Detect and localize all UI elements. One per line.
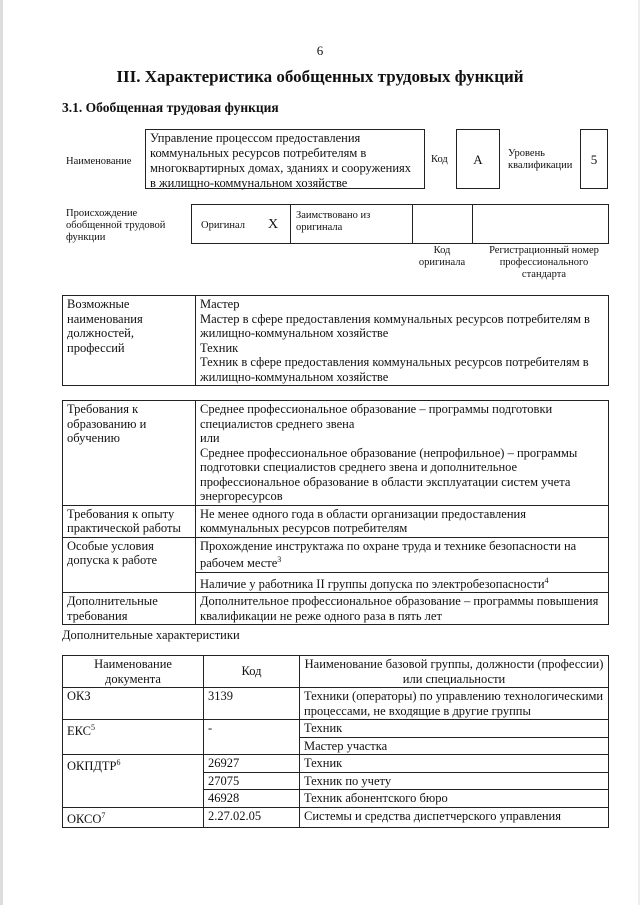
name-label: Наименование: [66, 156, 132, 167]
doc-name: ОКЗ: [67, 689, 91, 703]
code-label: Код: [431, 154, 448, 165]
name-value: Управление процессом предоставления коммунальных ресурсов потребителям в многоквартирных домах, зданиях и сооружениях в жилищно-коммунальном хозяйстве: [150, 131, 412, 190]
original-label: Оригинал: [201, 220, 245, 231]
original-mark: X: [268, 217, 279, 232]
code-value-box: [456, 129, 500, 189]
name-value-box: [145, 129, 425, 189]
additional-value: Дополнительное профессиональное образование – программы повышения квалификации не реже одного раза в пять лет: [196, 593, 609, 625]
section-title: III. Характеристика обобщенных трудовых функций: [116, 67, 524, 86]
doc-cell: [63, 720, 204, 755]
doc-cell: [63, 807, 204, 828]
doc-name: ОКПДТР: [67, 759, 117, 774]
table-row: [63, 401, 609, 506]
name-cell: Техник по учету: [300, 772, 609, 790]
footnote-ref: 5: [91, 723, 95, 732]
page-edge: [0, 0, 3, 905]
table-row: [63, 688, 609, 720]
divider: [412, 205, 413, 243]
col-doc-header: Наименование документа: [63, 656, 204, 688]
name-cell: Системы и средства диспетчерского управления: [300, 807, 609, 828]
col-name-header: Наименование базовой группы, должности (профессии) или специальности: [300, 656, 609, 688]
level-value: 5: [590, 152, 598, 167]
list-item: Среднее профессиональное образование (непрофильное) – программы подготовки специалистов среднего звена и дополнительное профессиональное образование в области эксплуатации систем учета энергоресурсов: [200, 445, 578, 503]
extra-table: [62, 655, 609, 828]
reg-number-caption: Регистрационный номер профессионального стандарта: [489, 245, 599, 280]
conditions-label: Особые условия допуска к работе: [63, 537, 196, 593]
divider: [472, 205, 473, 243]
doc-name: ЕКС: [67, 724, 91, 739]
code-cell: 26927: [204, 755, 300, 773]
name-cell: Техник: [300, 720, 609, 738]
table-row: [63, 593, 609, 625]
experience-value: Не менее одного года в области организации предоставления коммунальных ресурсов потребителям: [196, 505, 609, 537]
list-item: Мастер в сфере предоставления коммунальных ресурсов потребителям в жилищно-коммунальном хозяйстве: [200, 311, 590, 340]
table-header-row: [63, 656, 609, 688]
subsection-title: 3.1. Обобщенная трудовая функция: [62, 100, 279, 115]
table-row: [63, 505, 609, 537]
additional-label: Дополнительные требования: [63, 593, 196, 625]
conditions-2-text: Наличие у работника II группы допуска по электробезопасности: [200, 576, 545, 591]
conditions-2: [196, 572, 609, 593]
education-values: [196, 401, 609, 506]
experience-label: Требования к опыту практической работы: [63, 505, 196, 537]
borrowed-label: Заимствовано из оригинала: [296, 210, 371, 233]
table-row: [63, 296, 609, 386]
level-value-box: [580, 129, 608, 189]
code-cell: 2.27.02.05: [204, 807, 300, 828]
code-original-caption: Код оригинала: [418, 245, 466, 268]
education-label: Требования к образованию и обучению: [63, 401, 196, 506]
conditions-1-text: Прохождение инструктажа по охране труда и технике безопасности на рабочем месте: [200, 538, 577, 571]
code-value: А: [473, 152, 483, 167]
requirements-table: [62, 400, 609, 625]
doc-name: ОКСО: [67, 811, 102, 826]
footnote-ref: 6: [116, 758, 121, 767]
code-cell: 3139: [204, 688, 300, 720]
level-label: Уровень квалификации: [508, 148, 573, 171]
list-item: Среднее профессиональное образование – программы подготовки специалистов среднего звена: [200, 402, 553, 431]
list-item: Техник: [200, 340, 239, 355]
page-number: 6: [316, 43, 324, 58]
positions-label: Возможные наименования должностей, профессий: [63, 296, 196, 386]
origin-label: Происхождение обобщенной трудовой функции: [66, 208, 166, 243]
positions-table: [62, 295, 609, 386]
conditions-1: [196, 537, 609, 572]
footnote-ref: 4: [544, 575, 549, 585]
doc-cell: [63, 755, 204, 808]
table-row: [63, 807, 609, 828]
origin-box: [191, 204, 609, 244]
code-cell: 46928: [204, 790, 300, 808]
table-row: [63, 755, 609, 773]
name-cell: Техник абонентского бюро: [300, 790, 609, 808]
list-item: или: [200, 431, 220, 445]
positions-values: [196, 296, 609, 386]
name-cell: Техники (операторы) по управлению технологическими процессами, не входящие в другие группы: [300, 688, 609, 720]
extra-heading: Дополнительные характеристики: [62, 628, 240, 642]
list-item: Техник в сфере предоставления коммунальных ресурсов потребителям в жилищно-коммунальном хозяйстве: [200, 355, 589, 384]
footnote-ref: 7: [101, 810, 106, 820]
code-cell: 27075: [204, 772, 300, 790]
table-row: [63, 720, 609, 738]
name-cell: Мастер участка: [300, 737, 609, 755]
list-item: Мастер: [200, 297, 240, 311]
footnote-ref: 3: [277, 555, 282, 564]
name-cell: Техник: [300, 755, 609, 773]
col-code-header: Код: [204, 656, 300, 688]
code-cell: -: [204, 720, 300, 755]
doc-cell: [63, 688, 204, 720]
table-row: [63, 537, 609, 572]
divider: [290, 205, 291, 243]
